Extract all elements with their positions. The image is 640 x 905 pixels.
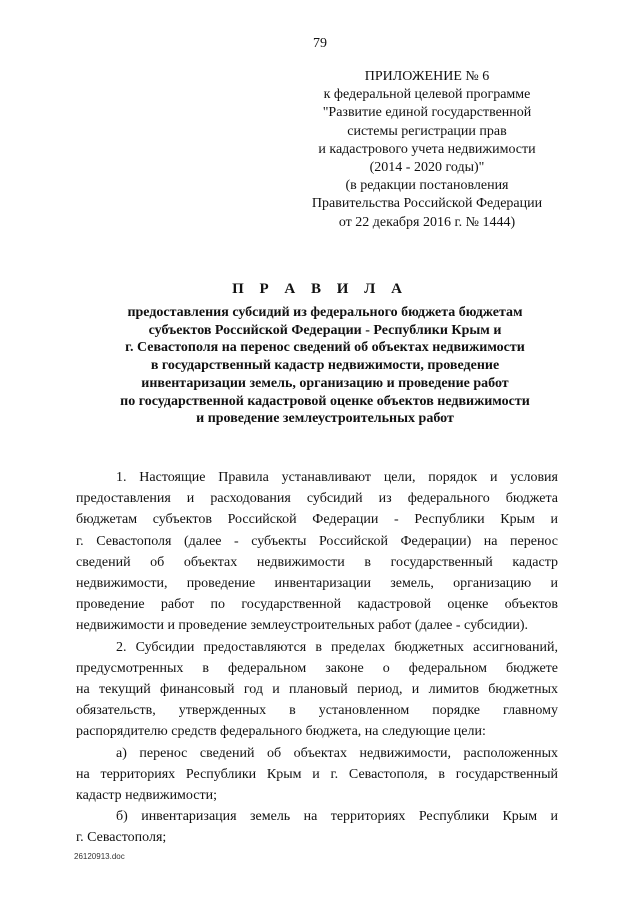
list-item-a-line: а) перенос сведений об объектах недвижимости, расположенных [116, 745, 558, 761]
subtitle-line: по государственной кадастровой оценке объектов недвижимости [120, 393, 530, 409]
paragraph-1-line: недвижимости, проведение инвентаризации земель, организацию и [76, 576, 558, 592]
appendix-header [300, 68, 554, 232]
paragraph-1-line: проведение работ по государственной кадастровой оценке объектов [76, 597, 558, 613]
paragraph-1-line: сведений об объектах недвижимости в государственный кадастр [76, 554, 558, 570]
appendix-line: и кадастрового учета недвижимости [318, 141, 536, 157]
subtitle-line: субъектов Российской Федерации - Республики Крым и [148, 322, 502, 338]
appendix-line: системы регистрации прав [347, 123, 507, 139]
list-item-b-line: б) инвентаризация земель на территориях Республики Крым и [116, 809, 558, 825]
document-subtitle [70, 304, 580, 428]
paragraph-2-line: обязательств, утвержденных в установленном порядке главному [76, 703, 558, 719]
document-title: П Р А В И Л А [232, 281, 408, 297]
page-number: 79 [313, 36, 327, 51]
appendix-line: (2014 - 2020 годы)" [369, 160, 485, 176]
subtitle-line: в государственный кадастр недвижимости, проведение [150, 358, 500, 374]
paragraph-1-line: 1. Настоящие Правила устанавливают цели, порядок и условия [116, 470, 558, 485]
subtitle-line: инвентаризации земель, организацию и проведение работ [141, 375, 509, 391]
list-item-a-line: кадастр недвижимости; [76, 788, 217, 804]
paragraph-2-line: на текущий финансовый год и плановый период, и лимитов бюджетных [76, 682, 558, 698]
appendix-line: к федеральной целевой программе [323, 87, 531, 103]
appendix-title: ПРИЛОЖЕНИЕ № 6 [364, 69, 490, 84]
footer-file-code: 26120913.doc [74, 852, 125, 861]
appendix-line: от 22 декабря 2016 г. № 1444) [338, 214, 516, 230]
appendix-line: "Развитие единой государственной [322, 105, 532, 121]
paragraph-1-line: г. Севастополя (далее - субъекты Российской Федерации) на перенос [76, 533, 558, 549]
subtitle-line: г. Севастополя на перенос сведений об объектах недвижимости [125, 340, 525, 356]
paragraph-2-line: распорядителю средств федерального бюджета, на следующие цели: [76, 724, 486, 740]
paragraph-1-line: бюджетам субъектов Российской Федерации - Республики Крым и [76, 512, 558, 528]
subtitle-line: и проведение землеустроительных работ [196, 411, 454, 427]
paragraph-1-line: предоставления и расходования субсидий из федерального бюджета [76, 491, 558, 507]
appendix-line: Правительства Российской Федерации [311, 196, 543, 212]
list-item-a-line: на территориях Республики Крым и г. Севастополя, в государственный [76, 766, 558, 782]
appendix-line: (в редакции постановления [345, 178, 509, 194]
paragraph-2-line: предусмотренных в федеральном законе о федеральном бюджете [76, 660, 558, 676]
subtitle-line: предоставления субсидий из федерального бюджета бюджетам [127, 305, 523, 320]
paragraph-1-line: недвижимости и проведение землеустроительных работ (далее - субсидии). [76, 618, 528, 634]
list-item-b-line: г. Севастополя; [76, 830, 167, 846]
document-body [76, 467, 558, 849]
paragraph-2-line: 2. Субсидии предоставляются в пределах бюджетных ассигнований, [116, 639, 558, 655]
